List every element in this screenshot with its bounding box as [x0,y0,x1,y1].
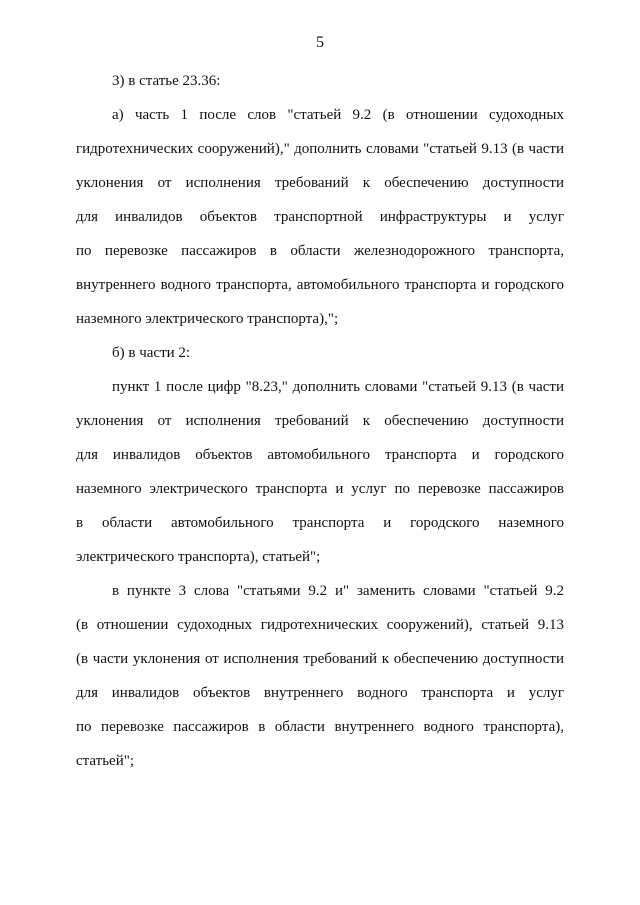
paragraph [76,336,564,370]
text-line: по перевозке пассажиров в области внутреннего водного транспорта), [76,719,564,735]
text-line: б) в части 2: [112,345,191,361]
text-line: гидротехнических сооружений)," дополнить словами "статьей 9.13 (в части [76,141,564,157]
paragraph [76,370,564,574]
text-line: по перевозке пассажиров в области железнодорожного транспорта, [76,243,564,259]
text-line: для инвалидов объектов автомобильного транспорта и городского [76,447,564,463]
text-line: для инвалидов объектов транспортной инфраструктуры и услуг [76,209,564,225]
text-line: уклонения от исполнения требований к обеспечению доступности [76,413,564,429]
paragraph [76,64,564,98]
document-body [76,64,564,778]
text-line: электрического транспорта), статьей"; [76,549,321,565]
text-line: пункт 1 после цифр "8.23," дополнить словами "статьей 9.13 (в части [112,379,564,395]
paragraph [76,98,564,336]
text-line: (в части уклонения от исполнения требований к обеспечению доступности [76,651,564,667]
page-number: 5 [316,34,324,51]
paragraph [76,574,564,778]
text-line: в области автомобильного транспорта и городского наземного [76,515,564,531]
text-line: (в отношении судоходных гидротехнических сооружений), статьей 9.13 [76,617,564,633]
text-line: 3) в статье 23.36: [112,73,221,89]
text-line: наземного электрического транспорта и услуг по перевозке пассажиров [76,481,564,497]
text-line: а) часть 1 после слов "статьей 9.2 (в отношении судоходных [112,107,564,123]
text-line: для инвалидов объектов внутреннего водного транспорта и услуг [76,685,564,701]
text-line: уклонения от исполнения требований к обеспечению доступности [76,175,564,191]
text-line: наземного электрического транспорта),"; [76,311,339,327]
text-line: в пункте 3 слова "статьями 9.2 и" заменить словами "статьей 9.2 [112,583,564,599]
text-line: статьей"; [76,753,135,769]
text-line: внутреннего водного транспорта, автомобильного транспорта и городского [76,277,564,293]
